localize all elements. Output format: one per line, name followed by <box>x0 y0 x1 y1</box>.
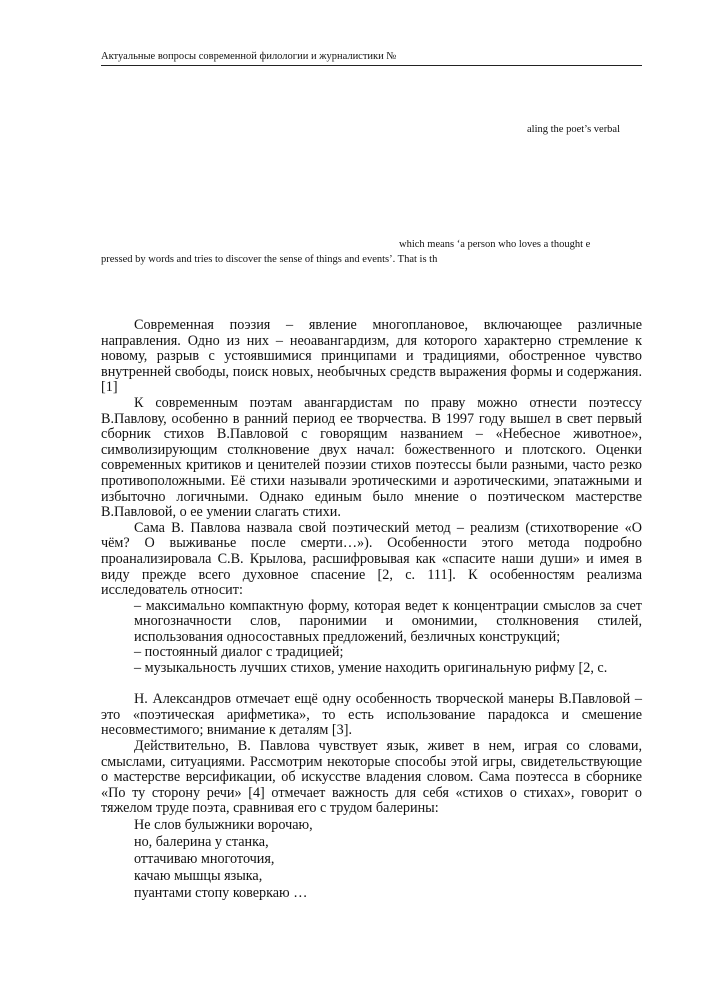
poem-line: но, балерина у станка, <box>134 834 269 850</box>
journal-header: Актуальные вопросы современной филологии и журналистики № <box>101 51 642 66</box>
paragraph-3: Сама В. Павлова назвала свой поэтический метод – реализм (стихотворение «О чём? О выживанье после смерти…»). Особенности этого метода подробно проанализировала С.В. Крылова, расшифровывая как «спасите наши души» и имея в виду прежде всего духовное спасение [2, с. 111]. К особенностям реализма исследователь относит: <box>101 519 642 599</box>
english-fragment-1: aling the poet’s verbal <box>527 124 621 135</box>
paragraph-5: Действительно, В. Павлова чувствует язык, живет в нем, играя со словами, смыслами, ситуациями. Рассмотрим некоторые способы этой игры, свидетельствующие о мастерстве версификации, об искусстве владения словом. Сама поэтесса в сборнике «По ту сторону речи» [4] отмечает важность для себя «стихов о стихах», говорит о тяжелом труде поэта, сравнивая его с трудом балерины: <box>101 738 642 817</box>
list-item: – музыкальность лучших стихов, умение находить оригинальную рифму [2, с. <box>134 660 608 677</box>
poem-line: качаю мышцы языка, <box>134 868 263 884</box>
list-item: – постоянный диалог с традицией; <box>134 644 344 661</box>
paragraph-4: Н. Александров отмечает ещё одну особенность творческой манеры В.Павловой – это «поэтическая арифметика», то есть использование парадокса и смешение несовместимого; внимание к деталям [3]. <box>101 691 642 739</box>
paragraph-1: Современная поэзия – явление многоплановое, включающее различные направления. Одно из них – неоавангардизм, для которого характерно стремление к новому, разрыв с устоявшимися принципами и традициями, обостренное чувство внутренней свободы, поиск новых, необычных средств выражения формы и содержания. [1] <box>101 317 642 396</box>
article-body <box>101 318 642 902</box>
english-fragment-2: which means ‘a person who loves a thought e <box>399 239 591 250</box>
list-item: – максимально компактную форму, которая ведет к концентрации смыслов за счет многозначности слов, паронимии и омонимии, столкновения стилей, использования односоставных предложений, безличных конструкций; <box>134 597 642 645</box>
poem-line: пуантами стопу коверкаю … <box>134 885 308 901</box>
poem-quote <box>101 817 642 902</box>
poem-line: Не слов булыжники ворочаю, <box>134 817 313 833</box>
paragraph-2: К современным поэтам авангардистам по праву можно отнести поэтессу В.Павлову, особенно в ранний период ее творчества. В 1997 году вышел в свет первый сборник стихов В.Павловой с говорящим названием – «Небесное животное», символизирующим столкновение двух начал: божественного и плотского. Оценки современных критиков и ценителей поэзии стихов поэтессы были разными, часто резко противоположными. Её стихи называли эротическими и аэротическими, эпатажными и избыточно логичными. Однако единым было мнение о поэтическом мастерстве В.Павловой, о ее умении слагать стихи. <box>101 394 642 521</box>
english-fragment-3: pressed by words and tries to discover the sense of things and events’. That is th <box>101 254 438 265</box>
poem-line: оттачиваю многоточия, <box>134 851 275 867</box>
